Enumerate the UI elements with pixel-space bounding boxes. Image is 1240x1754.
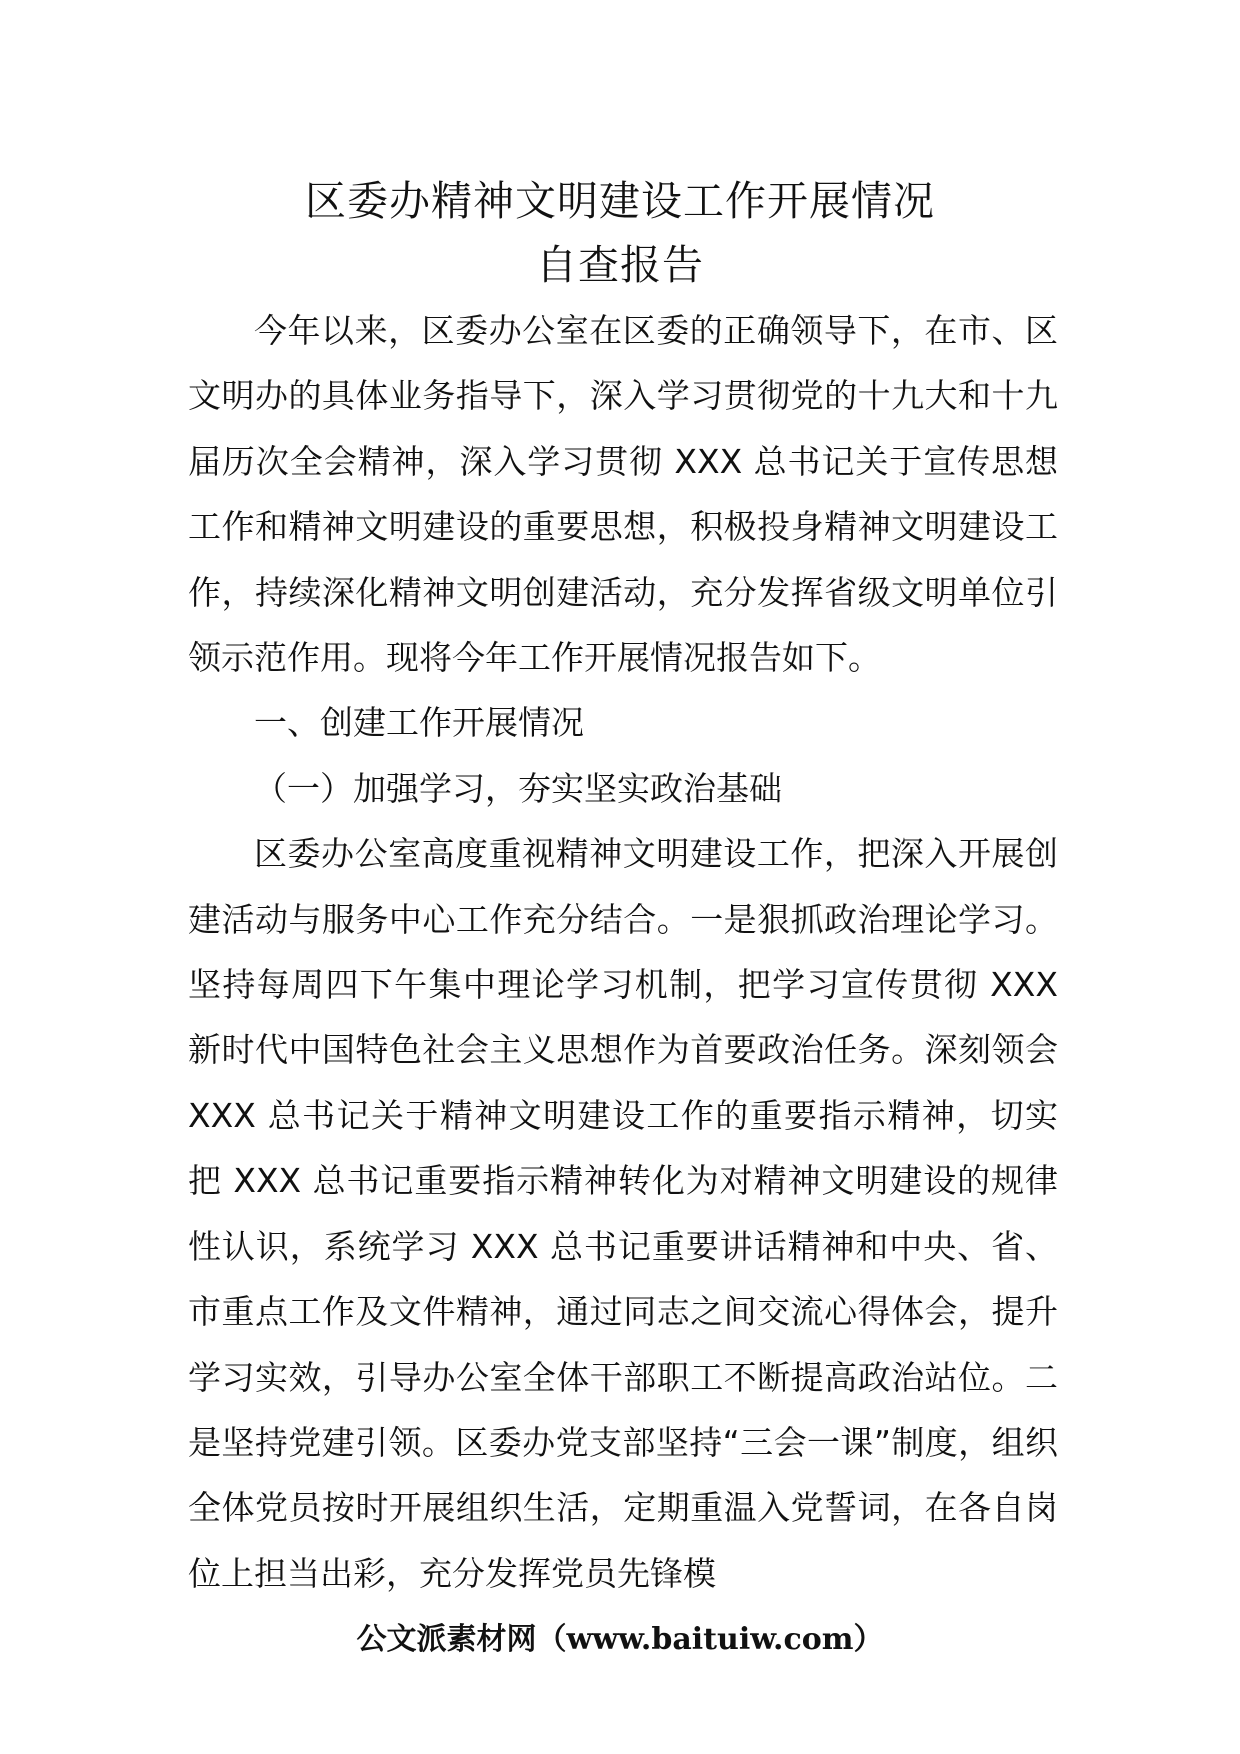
document-title-line-1: 区委办精神文明建设工作开展情况 (305, 177, 935, 225)
watermark-footer: 公文派素材网（www.baituiw.com） (356, 1622, 884, 1657)
section-heading: 一、创建工作开展情况 (254, 703, 584, 743)
document-title-line-2: 自查报告 (536, 241, 704, 289)
intro-paragraph: 今年以来，区委办公室在区委的正确领导下，在市、区文明办的具体业务指导下，深入学习贯彻党的十九大和十九届历次全会精神，深入学习贯彻 XXX 总书记关于宣传思想工作和精神文明建设的重要思想，积极投身精神文明建设工作，持续深化精神文明创建活动，充分发挥省级文明单位引领示范作用。现将今年工作开展情况报告如下。 (188, 311, 1058, 678)
body-paragraph: 区委办公室高度重视精神文明建设工作，把深入开展创建活动与服务中心工作充分结合。一是狠抓政治理论学习。坚持每周四下午集中理论学习机制，把学习宣传贯彻 XXX 新时代中国特色社会主义思想作为首要政治任务。深刻领会 XXX 总书记关于精神文明建设工作的重要指示精神，切实把 XXX 总书记重要指示精神转化为对精神文明建设的规律性认识，系统学习 XXX 总书记重要讲话精神和中央、省、市重点工作及文件精神，通过同志之间交流心得体会，提升学习实效，引导办公室全体干部职工不断提高政治站位。二是坚持党建引领。区委办党支部坚持“三会一课”制度，组织全体党员按时开展组织生活，定期重温入党誓词，在各自岗位上担当出彩，充分发挥党员先锋模 (188, 834, 1058, 1593)
document-body (188, 298, 1058, 1606)
subsection-heading: （一）加强学习，夯实坚实政治基础 (254, 768, 782, 808)
